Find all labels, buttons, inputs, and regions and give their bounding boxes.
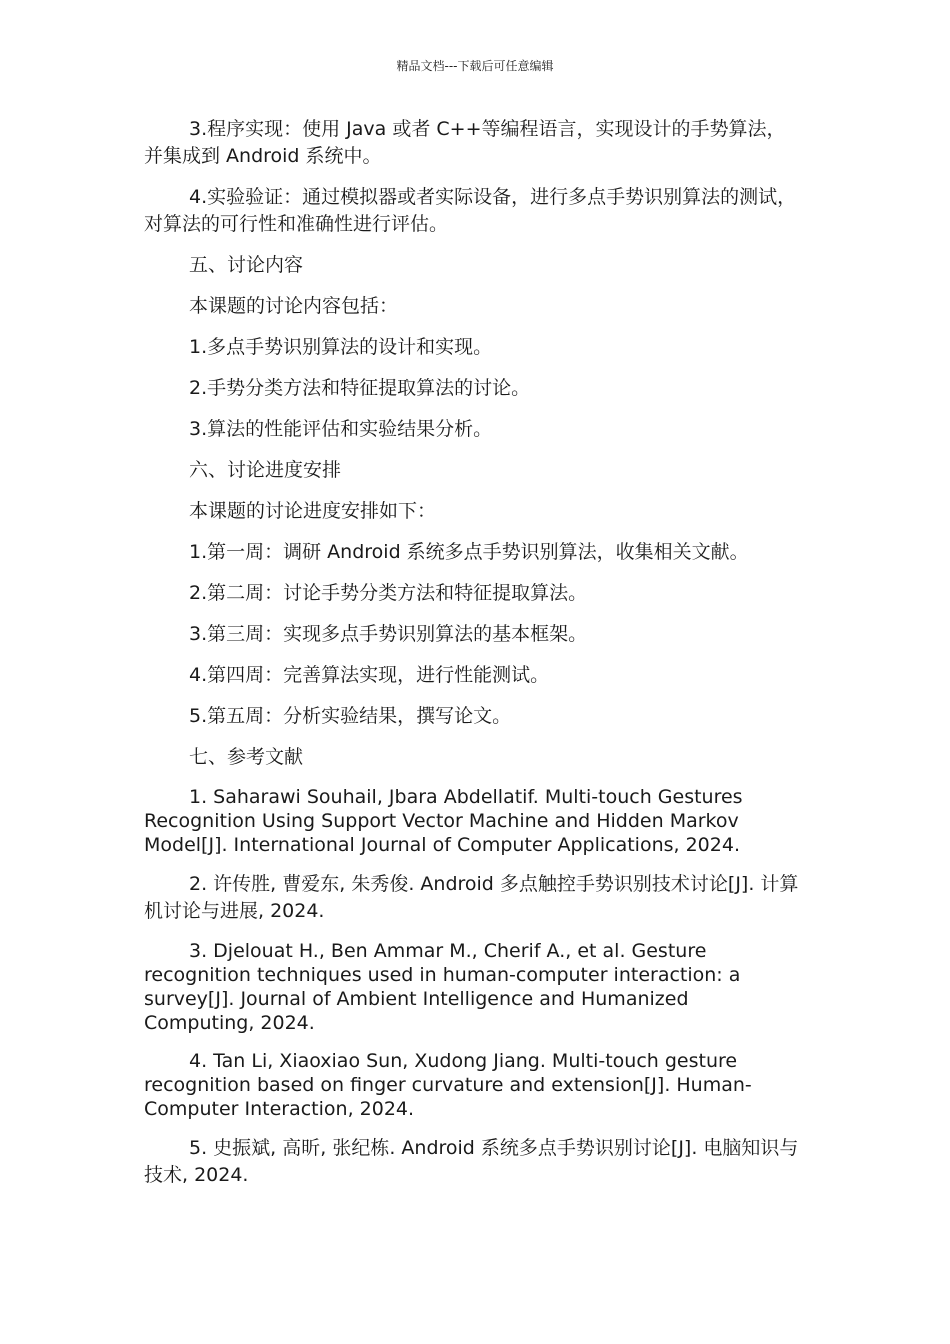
paragraph-program-implementation: 3.程序实现：使用 Java 或者 C++等编程语言，实现设计的手势算法，并集成到 Android 系统中。 xyxy=(144,118,786,167)
reference-item: 5. 史振斌, 高昕, 张纪栋. Android 系统多点手势识别讨论[J]. 电脑知识与技术, 2024. xyxy=(144,1137,799,1186)
reference-item: 1. Saharawi Souhail, Jbara Abdellatif. Multi-touch Gestures Recognition Using Support Vector Machine and Hidden Markov Model[J]. International Journal of Computer Applications, 2024. xyxy=(144,786,743,856)
section-heading-schedule: 六、讨论进度安排 xyxy=(189,459,342,481)
list-item: 1.多点手势识别算法的设计和实现。 xyxy=(189,336,493,358)
section-heading-discussion-content: 五、讨论内容 xyxy=(189,254,304,276)
schedule-item: 1.第一周：调研 Android 系统多点手势识别算法，收集相关文献。 xyxy=(189,541,749,563)
reference-item: 4. Tan Li, Xiaoxiao Sun, Xudong Jiang. Multi-touch gesture recognition based on finger curvature and extension[J]. Human-Computer Interaction, 2024. xyxy=(144,1050,752,1120)
reference-item: 2. 许传胜, 曹爱东, 朱秀俊. Android 多点触控手势识别技术讨论[J]. 计算机讨论与进展, 2024. xyxy=(144,873,799,922)
schedule-item: 5.第五周：分析实验结果，撰写论文。 xyxy=(189,705,512,727)
list-item: 2.手势分类方法和特征提取算法的讨论。 xyxy=(189,377,531,399)
reference-item: 3. Djelouat H., Ben Ammar M., Cherif A., et al. Gesture recognition techniques used in human-computer interaction: a survey[J]. Journal of Ambient Intelligence and Humanized Computing, 2024. xyxy=(144,940,741,1034)
section-intro-discussion-content: 本课题的讨论内容包括： xyxy=(189,295,399,317)
list-item: 3.算法的性能评估和实验结果分析。 xyxy=(189,418,493,440)
schedule-item: 2.第二周：讨论手势分类方法和特征提取算法。 xyxy=(189,582,588,604)
section-heading-references: 七、参考文献 xyxy=(189,746,304,768)
document-body xyxy=(144,116,804,1203)
section-intro-schedule: 本课题的讨论进度安排如下： xyxy=(189,500,437,522)
paragraph-experiment-validation: 4.实验验证：通过模拟器或者实际设备，进行多点手势识别算法的测试，对算法的可行性和准确性进行评估。 xyxy=(144,186,797,235)
schedule-item: 3.第三周：实现多点手势识别算法的基本框架。 xyxy=(189,623,588,645)
page-header: 精品文档---下载后可任意编辑 xyxy=(396,59,554,73)
schedule-item: 4.第四周：完善算法实现，进行性能测试。 xyxy=(189,664,550,686)
